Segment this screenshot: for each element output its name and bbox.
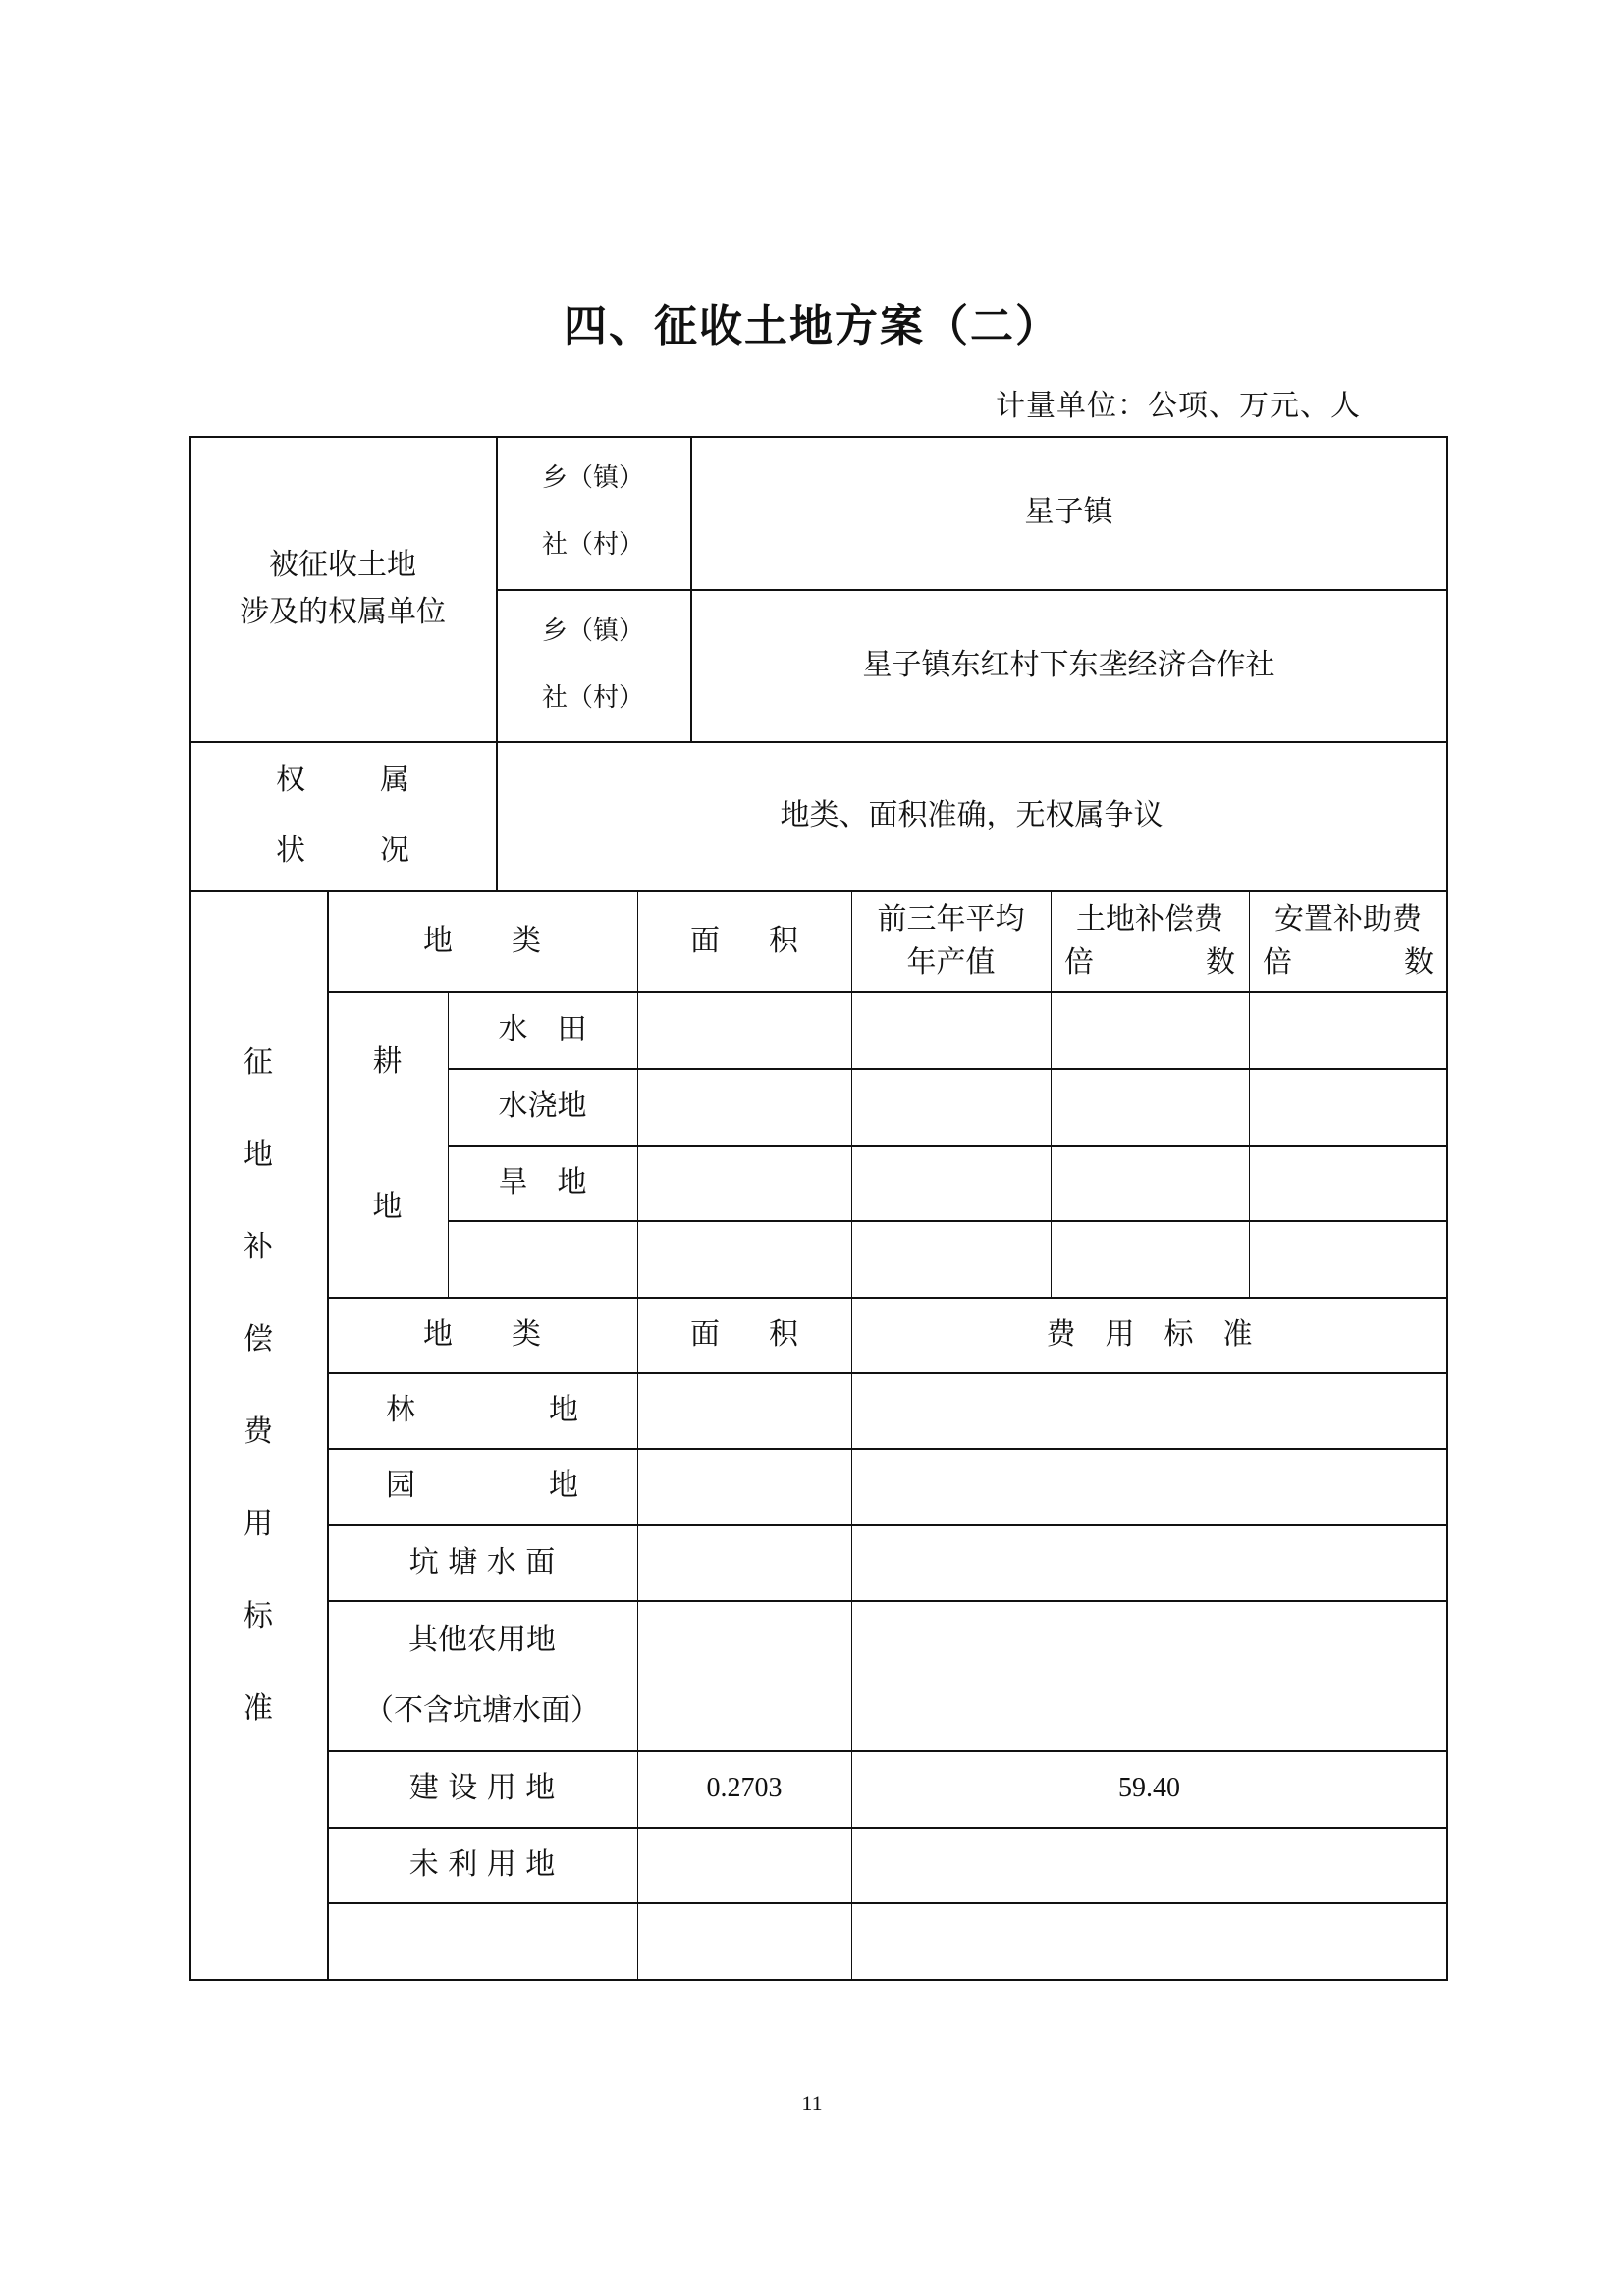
land-type-line: 其他农用地 (408, 1622, 556, 1657)
cultivated-area (637, 1068, 851, 1145)
status-label-char: 况 (380, 833, 409, 868)
village-label: 社（村） (541, 530, 644, 560)
ownership-sublabel (496, 589, 690, 741)
land-fee (851, 1372, 1447, 1448)
ownership-label (189, 436, 496, 741)
cultivated-area (637, 991, 851, 1068)
land-fee (851, 1902, 1447, 1979)
header-char: 地 (423, 923, 453, 958)
cultivated-land-comp (1051, 1220, 1249, 1297)
land-type: 未 利 用 地 (408, 1846, 556, 1882)
cultivated-label (327, 991, 448, 1297)
header-line: 年产值 (906, 944, 996, 980)
land-area (637, 1372, 851, 1448)
ownership-value: 星子镇东红村下东垄经济合作社 (862, 647, 1275, 682)
cultivated-type: 水 田 (498, 1012, 587, 1046)
land-fee (851, 1600, 1447, 1750)
ownership-label-line1: 被征收土地 (269, 547, 416, 582)
header-char: 倍 (1263, 944, 1292, 980)
land-type: 坑 塘 水 面 (408, 1544, 556, 1579)
page-number: 11 (801, 2091, 823, 2115)
cultivated-resettle (1249, 1145, 1447, 1220)
status-value: 地类、面积准确，无权属争议 (780, 798, 1164, 832)
unit-note: 计量单位：公项、万元、人 (996, 389, 1361, 423)
header-line: 前三年平均 (877, 902, 1025, 936)
cultivated-avg-output (851, 991, 1051, 1068)
status-label-char: 状 (276, 833, 305, 868)
header-char: 积 (769, 1316, 798, 1352)
cultivated-label-char: 地 (372, 1189, 403, 1224)
header-char: 积 (769, 923, 798, 958)
cultivated-type (448, 1220, 637, 1297)
land-fee: 59.40 (1118, 1772, 1180, 1803)
cultivated-type: 旱 地 (498, 1164, 587, 1200)
land-type: 建 设 用 地 (408, 1771, 556, 1805)
land-type (327, 1902, 637, 1979)
table-border-bottom (189, 1979, 1448, 1981)
land-area (637, 1600, 851, 1750)
header-char: 面 (690, 1316, 720, 1352)
ownership-value: 星子镇 (1024, 495, 1113, 529)
village-label: 社（村） (541, 682, 644, 713)
cultivated-resettle (1249, 1068, 1447, 1145)
cultivated-land-comp (1051, 1068, 1249, 1145)
header-char: 地 (423, 1316, 453, 1352)
header-char: 类 (512, 923, 541, 958)
cultivated-avg-output (851, 1145, 1051, 1220)
land-area (637, 1448, 851, 1524)
header-avg-output (851, 890, 1051, 991)
ownership-sublabel (496, 436, 690, 589)
header-resettle (1249, 890, 1447, 991)
header-land-comp (1051, 890, 1249, 991)
land-fee (851, 1448, 1447, 1524)
side-label-char: 准 (244, 1690, 273, 1726)
side-label-char: 偿 (244, 1321, 273, 1357)
header2-fee-standard: 费 用 标 准 (1046, 1316, 1253, 1352)
land-type-char: 地 (549, 1392, 578, 1427)
land-area (637, 1827, 851, 1902)
side-label-char: 地 (244, 1137, 273, 1172)
side-label-char: 标 (244, 1598, 273, 1633)
cultivated-resettle (1249, 1220, 1447, 1297)
header-line: 安置补助费 (1274, 902, 1422, 936)
side-label-char: 费 (244, 1414, 273, 1449)
cultivated-label-char: 耕 (372, 1043, 403, 1079)
cultivated-area (637, 1145, 851, 1220)
header-land-type (327, 890, 637, 991)
status-label (189, 741, 496, 890)
ownership-label-line2: 涉及的权属单位 (240, 594, 446, 629)
cultivated-type: 水浇地 (498, 1089, 587, 1123)
cultivated-resettle (1249, 991, 1447, 1068)
header-char: 类 (512, 1316, 541, 1352)
land-type (327, 1448, 637, 1524)
side-label-char: 征 (244, 1044, 273, 1080)
header-area (637, 890, 851, 991)
header2-land-type (327, 1297, 637, 1372)
cultivated-land-comp (1051, 991, 1249, 1068)
compensation-side-label (189, 890, 327, 1979)
land-type-line: （不含坑塘水面） (364, 1692, 600, 1728)
land-fee (851, 1524, 1447, 1600)
land-type (327, 1372, 637, 1448)
land-type-char: 林 (386, 1392, 415, 1427)
land-area (637, 1902, 851, 1979)
cultivated-avg-output (851, 1220, 1051, 1297)
page-title: 四、征收土地方案（二） (564, 301, 1060, 351)
land-area (637, 1524, 851, 1600)
cultivated-avg-output (851, 1068, 1051, 1145)
status-label-char: 权 (276, 763, 305, 797)
side-label-char: 用 (244, 1506, 273, 1541)
cultivated-area (637, 1220, 851, 1297)
land-type-char: 地 (549, 1468, 578, 1503)
header2-area (637, 1297, 851, 1372)
land-type-char: 园 (386, 1468, 415, 1503)
side-label-char: 补 (244, 1229, 273, 1264)
township-label: 乡（镇） (541, 463, 644, 494)
status-label-char: 属 (380, 763, 409, 797)
header-line: 土地补偿费 (1076, 902, 1223, 936)
cultivated-land-comp (1051, 1145, 1249, 1220)
header-char: 倍 (1064, 944, 1094, 980)
land-type (327, 1600, 637, 1750)
land-fee (851, 1827, 1447, 1902)
header-char: 数 (1206, 944, 1235, 980)
land-area: 0.2703 (706, 1772, 783, 1803)
header-char: 数 (1404, 944, 1434, 980)
header-char: 面 (690, 923, 720, 958)
township-label: 乡（镇） (541, 615, 644, 646)
